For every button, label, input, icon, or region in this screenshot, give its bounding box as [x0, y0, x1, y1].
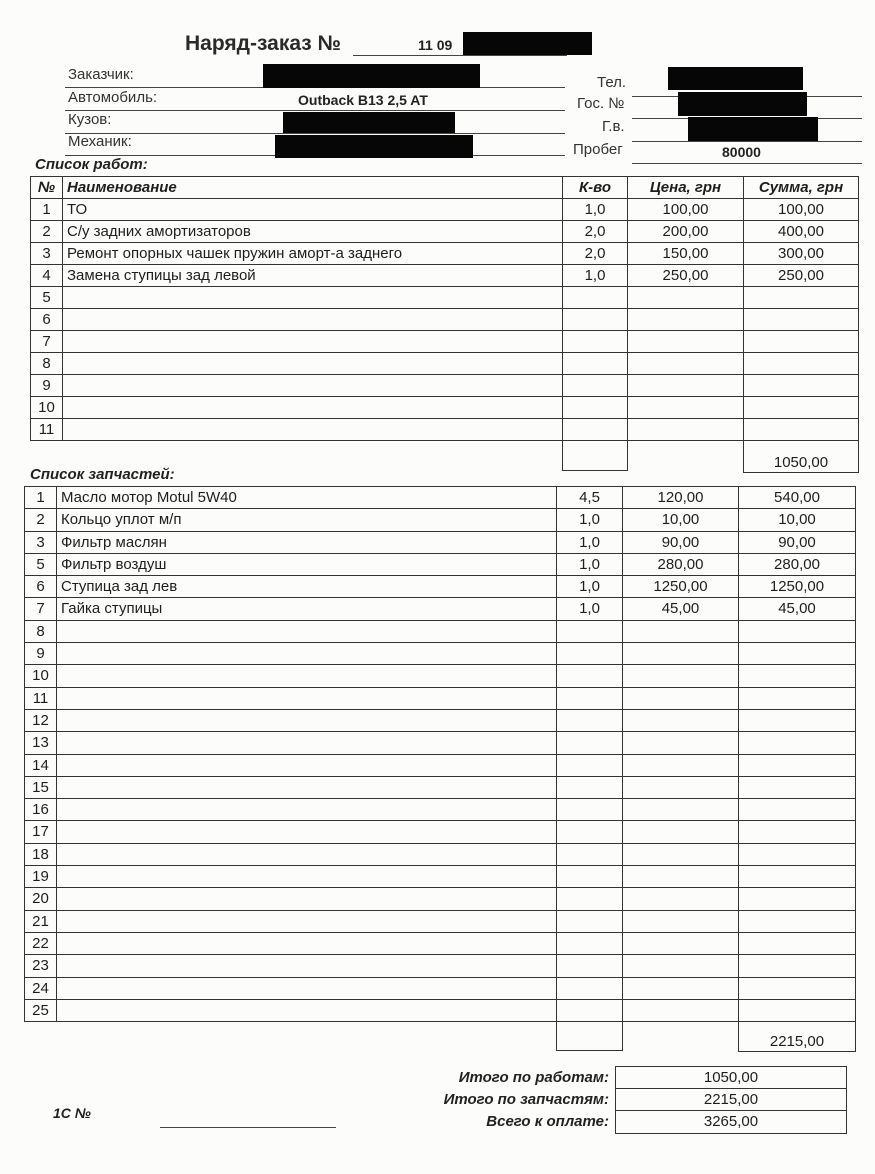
- order-number-underline: [353, 55, 567, 56]
- parts-price-cell: [623, 688, 739, 709]
- parts-row-number-cell: 21: [25, 911, 57, 932]
- parts-row-number-cell: 19: [25, 866, 57, 887]
- works-price-cell: [628, 353, 744, 374]
- parts-amount-cell: [739, 888, 856, 909]
- works-quantity-cell: [563, 353, 628, 374]
- works-quantity-cell: 1,0: [563, 265, 628, 286]
- parts-price-cell: [623, 710, 739, 731]
- parts-item-name-cell: Кольцо уплот м/п: [57, 509, 557, 530]
- body-underline: [65, 133, 565, 134]
- parts-quantity-cell: 1,0: [557, 576, 623, 597]
- redaction-box: [283, 112, 455, 133]
- parts-amount-cell: [739, 866, 856, 887]
- onec-number-label: 1С №: [53, 1105, 91, 1121]
- parts-price-cell: [623, 821, 739, 842]
- works-quantity-total-cell: [562, 440, 628, 471]
- works-row-number-cell: 6: [31, 309, 63, 330]
- works-item-name-cell: Ремонт опорных чашек пружин аморт-а заднего: [63, 243, 563, 264]
- body-label: Кузов:: [68, 111, 112, 128]
- parts-item-name-cell: [57, 1000, 557, 1021]
- parts-item-name-cell: Ступица зад лев: [57, 576, 557, 597]
- parts-price-cell: 1250,00: [623, 576, 739, 597]
- parts-table-row: [25, 844, 856, 866]
- works-row-number-cell: 3: [31, 243, 63, 264]
- parts-item-name-cell: [57, 821, 557, 842]
- parts-table-row: [25, 866, 856, 888]
- works-quantity-cell: [563, 331, 628, 352]
- parts-item-name-cell: [57, 844, 557, 865]
- works-header-row: [31, 177, 859, 199]
- parts-item-name-cell: Фильтр маслян: [57, 532, 557, 553]
- works-row-number-cell: 4: [31, 265, 63, 286]
- parts-table-row: [25, 532, 856, 554]
- parts-item-name-cell: Масло мотор Motul 5W40: [57, 487, 557, 508]
- parts-row-number-cell: 5: [25, 554, 57, 575]
- parts-row-number-cell: 1: [25, 487, 57, 508]
- onec-number-underline: [160, 1127, 336, 1128]
- works-row-number-cell: 2: [31, 221, 63, 242]
- works-amount-cell: 400,00: [744, 221, 859, 242]
- works-price-cell: [628, 375, 744, 396]
- parts-item-name-cell: Гайка ступицы: [57, 598, 557, 619]
- plate-label: Гос. №: [577, 95, 625, 112]
- parts-price-cell: [623, 621, 739, 642]
- works-item-name-cell: [63, 397, 563, 418]
- parts-price-cell: 90,00: [623, 532, 739, 553]
- parts-price-cell: [623, 643, 739, 664]
- works-quantity-cell: [563, 419, 628, 440]
- parts-table-row: [25, 978, 856, 1000]
- parts-row-number-cell: 12: [25, 710, 57, 731]
- parts-price-cell: [623, 911, 739, 932]
- parts-row-number-cell: 13: [25, 732, 57, 753]
- works-table-row: [31, 331, 859, 353]
- works-table-row: [31, 243, 859, 265]
- car-value: Outback B13 2,5 AT: [298, 92, 428, 108]
- car-underline: [65, 110, 565, 111]
- parts-table-row: [25, 554, 856, 576]
- parts-table-row: [25, 777, 856, 799]
- parts-item-name-cell: [57, 755, 557, 776]
- parts-amount-cell: [739, 844, 856, 865]
- parts-row-number-cell: 6: [25, 576, 57, 597]
- document-title: Наряд-заказ №: [185, 32, 341, 55]
- parts-amount-cell: [739, 955, 856, 976]
- works-total-cell: 1050,00: [743, 440, 859, 473]
- parts-row-number-cell: 2: [25, 509, 57, 530]
- works-quantity-cell: 2,0: [563, 243, 628, 264]
- parts-row-number-cell: 23: [25, 955, 57, 976]
- redaction-box: [463, 32, 592, 55]
- parts-amount-cell: [739, 821, 856, 842]
- works-price-cell: [628, 309, 744, 330]
- parts-price-cell: 10,00: [623, 509, 739, 530]
- parts-price-cell: [623, 866, 739, 887]
- parts-table-row: [25, 1000, 856, 1022]
- parts-section-title: Список запчастей:: [30, 466, 175, 483]
- parts-quantity-cell: [557, 665, 623, 686]
- works-table-row: [31, 287, 859, 309]
- works-price-cell: [628, 419, 744, 440]
- parts-price-cell: [623, 732, 739, 753]
- grand-total-value: 3265,00: [703, 1113, 759, 1130]
- parts-table-row: [25, 509, 856, 531]
- works-item-name-cell: [63, 375, 563, 396]
- works-table-row: [31, 419, 859, 441]
- mechanic-label: Механик:: [68, 133, 132, 150]
- parts-table-body: [25, 487, 856, 1022]
- parts-item-name-cell: [57, 688, 557, 709]
- parts-table-row: [25, 710, 856, 732]
- parts-price-cell: [623, 955, 739, 976]
- redaction-box: [678, 92, 807, 116]
- redaction-box: [668, 67, 803, 90]
- works-table-row: [31, 397, 859, 419]
- parts-row-number-cell: 9: [25, 643, 57, 664]
- works-table-row: [31, 353, 859, 375]
- parts-quantity-cell: 1,0: [557, 509, 623, 530]
- parts-row-number-cell: 3: [25, 532, 57, 553]
- summary-box: [615, 1066, 847, 1134]
- works-price-cell: [628, 287, 744, 308]
- parts-amount-cell: [739, 1000, 856, 1021]
- works-item-name-cell: [63, 419, 563, 440]
- parts-amount-cell: [739, 732, 856, 753]
- works-price-cell: 200,00: [628, 221, 744, 242]
- parts-item-name-cell: [57, 955, 557, 976]
- works-price-cell: [628, 331, 744, 352]
- parts-quantity-cell: [557, 933, 623, 954]
- parts-row-number-cell: 20: [25, 888, 57, 909]
- works-quantity-cell: [563, 287, 628, 308]
- parts-row-number-cell: 11: [25, 688, 57, 709]
- works-amount-cell: [744, 419, 859, 440]
- works-quantity-cell: [563, 375, 628, 396]
- mileage-value: 80000: [722, 144, 761, 160]
- works-table-body: [31, 199, 859, 441]
- parts-price-cell: [623, 755, 739, 776]
- works-amount-cell: [744, 287, 859, 308]
- parts-table-row: [25, 799, 856, 821]
- parts-quantity-cell: [557, 799, 623, 820]
- parts-item-name-cell: [57, 799, 557, 820]
- grand-total-label: Всего к оплате:: [486, 1113, 609, 1130]
- redaction-box: [688, 117, 818, 141]
- parts-quantity-cell: [557, 866, 623, 887]
- parts-table-row: [25, 621, 856, 643]
- parts-price-cell: 45,00: [623, 598, 739, 619]
- parts-price-cell: [623, 888, 739, 909]
- works-row-number-cell: 8: [31, 353, 63, 374]
- works-table-row: [31, 199, 859, 221]
- parts-row-number-cell: 15: [25, 777, 57, 798]
- parts-price-cell: [623, 1000, 739, 1021]
- parts-amount-cell: [739, 621, 856, 642]
- parts-quantity-cell: [557, 777, 623, 798]
- works-table-row: [31, 265, 859, 287]
- parts-table-row: [25, 755, 856, 777]
- parts-table-row: [25, 576, 856, 598]
- parts-price-cell: [623, 933, 739, 954]
- parts-amount-cell: 280,00: [739, 554, 856, 575]
- parts-amount-cell: 540,00: [739, 487, 856, 508]
- parts-table-row: [25, 732, 856, 754]
- mileage-label: Пробег: [573, 141, 623, 158]
- parts-quantity-cell: [557, 755, 623, 776]
- works-quantity-cell: [563, 309, 628, 330]
- parts-amount-cell: [739, 777, 856, 798]
- parts-quantity-cell: 1,0: [557, 532, 623, 553]
- parts-quantity-cell: 4,5: [557, 487, 623, 508]
- parts-price-cell: [623, 777, 739, 798]
- parts-amount-cell: 90,00: [739, 532, 856, 553]
- parts-row-number-cell: 7: [25, 598, 57, 619]
- works-row-number-cell: 11: [31, 419, 63, 440]
- parts-amount-cell: [739, 799, 856, 820]
- works-price-cell: 150,00: [628, 243, 744, 264]
- parts-price-cell: [623, 665, 739, 686]
- parts-price-cell: [623, 844, 739, 865]
- parts-table-row: [25, 911, 856, 933]
- parts-table-row: [25, 688, 856, 710]
- works-table-row: [31, 375, 859, 397]
- column-header-price: Цена, грн: [628, 177, 744, 198]
- works-item-name-cell: С/у задних амортизаторов: [63, 221, 563, 242]
- parts-price-cell: 120,00: [623, 487, 739, 508]
- works-amount-cell: [744, 397, 859, 418]
- works-item-name-cell: [63, 309, 563, 330]
- parts-price-cell: 280,00: [623, 554, 739, 575]
- car-label: Автомобиль:: [68, 89, 158, 106]
- works-item-name-cell: [63, 331, 563, 352]
- works-amount-cell: [744, 331, 859, 352]
- parts-amount-cell: [739, 755, 856, 776]
- parts-quantity-cell: [557, 621, 623, 642]
- parts-quantity-cell: [557, 978, 623, 999]
- parts-quantity-cell: 1,0: [557, 554, 623, 575]
- column-header-number: №: [31, 177, 63, 198]
- works-amount-cell: [744, 309, 859, 330]
- parts-price-cell: [623, 978, 739, 999]
- works-row-number-cell: 1: [31, 199, 63, 220]
- year-label: Г.в.: [602, 118, 625, 135]
- parts-row-number-cell: 16: [25, 799, 57, 820]
- works-table: [30, 176, 859, 441]
- works-quantity-cell: 2,0: [563, 221, 628, 242]
- works-item-name-cell: [63, 287, 563, 308]
- parts-item-name-cell: [57, 933, 557, 954]
- parts-table-row: [25, 643, 856, 665]
- works-row-number-cell: 10: [31, 397, 63, 418]
- mileage-underline: [632, 163, 862, 164]
- works-subtotal-value: 1050,00: [616, 1067, 846, 1089]
- parts-amount-cell: [739, 688, 856, 709]
- parts-table-row: [25, 888, 856, 910]
- parts-item-name-cell: [57, 866, 557, 887]
- works-table-row: [31, 309, 859, 331]
- parts-quantity-cell: [557, 710, 623, 731]
- works-amount-cell: [744, 353, 859, 374]
- order-number: 11 09: [418, 37, 453, 53]
- parts-quantity-cell: [557, 911, 623, 932]
- redaction-box: [275, 135, 473, 158]
- parts-table-row: [25, 933, 856, 955]
- parts-amount-cell: [739, 665, 856, 686]
- works-row-number-cell: 5: [31, 287, 63, 308]
- works-price-cell: 250,00: [628, 265, 744, 286]
- parts-item-name-cell: Фильтр воздуш: [57, 554, 557, 575]
- parts-row-number-cell: 17: [25, 821, 57, 842]
- parts-amount-cell: 1250,00: [739, 576, 856, 597]
- parts-item-name-cell: [57, 710, 557, 731]
- column-header-quantity: К-во: [563, 177, 628, 198]
- works-quantity-cell: 1,0: [563, 199, 628, 220]
- parts-quantity-total-cell: [556, 1021, 623, 1051]
- works-amount-cell: 250,00: [744, 265, 859, 286]
- parts-item-name-cell: [57, 732, 557, 753]
- parts-amount-cell: [739, 933, 856, 954]
- works-row-number-cell: 9: [31, 375, 63, 396]
- parts-amount-cell: 10,00: [739, 509, 856, 530]
- works-price-cell: 100,00: [628, 199, 744, 220]
- parts-subtotal-label: Итого по запчастям:: [443, 1091, 609, 1108]
- parts-row-number-cell: 25: [25, 1000, 57, 1021]
- parts-row-number-cell: 24: [25, 978, 57, 999]
- works-amount-cell: 300,00: [744, 243, 859, 264]
- works-quantity-cell: [563, 397, 628, 418]
- parts-row-number-cell: 18: [25, 844, 57, 865]
- parts-price-cell: [623, 799, 739, 820]
- works-price-cell: [628, 397, 744, 418]
- column-header-amount: Сумма, грн: [744, 177, 859, 198]
- works-subtotal-label: Итого по работам:: [458, 1069, 609, 1086]
- column-header-name: Наименование: [63, 177, 563, 198]
- works-amount-cell: 100,00: [744, 199, 859, 220]
- works-row-number-cell: 7: [31, 331, 63, 352]
- parts-item-name-cell: [57, 978, 557, 999]
- parts-quantity-cell: [557, 821, 623, 842]
- parts-item-name-cell: [57, 777, 557, 798]
- parts-quantity-cell: [557, 732, 623, 753]
- parts-table-row: [25, 665, 856, 687]
- parts-table-row: [25, 955, 856, 977]
- works-section-title: Список работ:: [35, 156, 148, 173]
- parts-table-row: [25, 821, 856, 843]
- parts-quantity-cell: [557, 888, 623, 909]
- parts-amount-cell: [739, 911, 856, 932]
- parts-table-row: [25, 598, 856, 620]
- parts-amount-cell: 45,00: [739, 598, 856, 619]
- works-amount-cell: [744, 375, 859, 396]
- parts-row-number-cell: 8: [25, 621, 57, 642]
- parts-amount-cell: [739, 643, 856, 664]
- parts-amount-cell: [739, 978, 856, 999]
- parts-table-row: [25, 487, 856, 509]
- parts-total-cell: 2215,00: [738, 1021, 856, 1052]
- parts-item-name-cell: [57, 888, 557, 909]
- parts-item-name-cell: [57, 665, 557, 686]
- parts-quantity-cell: 1,0: [557, 598, 623, 619]
- works-item-name-cell: Замена ступицы зад левой: [63, 265, 563, 286]
- works-item-name-cell: ТО: [63, 199, 563, 220]
- parts-quantity-cell: [557, 1000, 623, 1021]
- parts-quantity-cell: [557, 688, 623, 709]
- parts-row-number-cell: 10: [25, 665, 57, 686]
- works-item-name-cell: [63, 353, 563, 374]
- parts-row-number-cell: 14: [25, 755, 57, 776]
- parts-item-name-cell: [57, 911, 557, 932]
- parts-table: [24, 486, 856, 1022]
- works-table-row: [31, 221, 859, 243]
- parts-quantity-cell: [557, 844, 623, 865]
- parts-quantity-cell: [557, 955, 623, 976]
- year-underline: [632, 141, 862, 142]
- parts-item-name-cell: [57, 621, 557, 642]
- phone-label: Тел.: [597, 74, 627, 91]
- parts-quantity-cell: [557, 643, 623, 664]
- redaction-box: [263, 64, 480, 88]
- customer-label: Заказчик:: [68, 66, 134, 83]
- parts-row-number-cell: 22: [25, 933, 57, 954]
- parts-item-name-cell: [57, 643, 557, 664]
- parts-amount-cell: [739, 710, 856, 731]
- parts-subtotal-value: 2215,00: [616, 1089, 846, 1111]
